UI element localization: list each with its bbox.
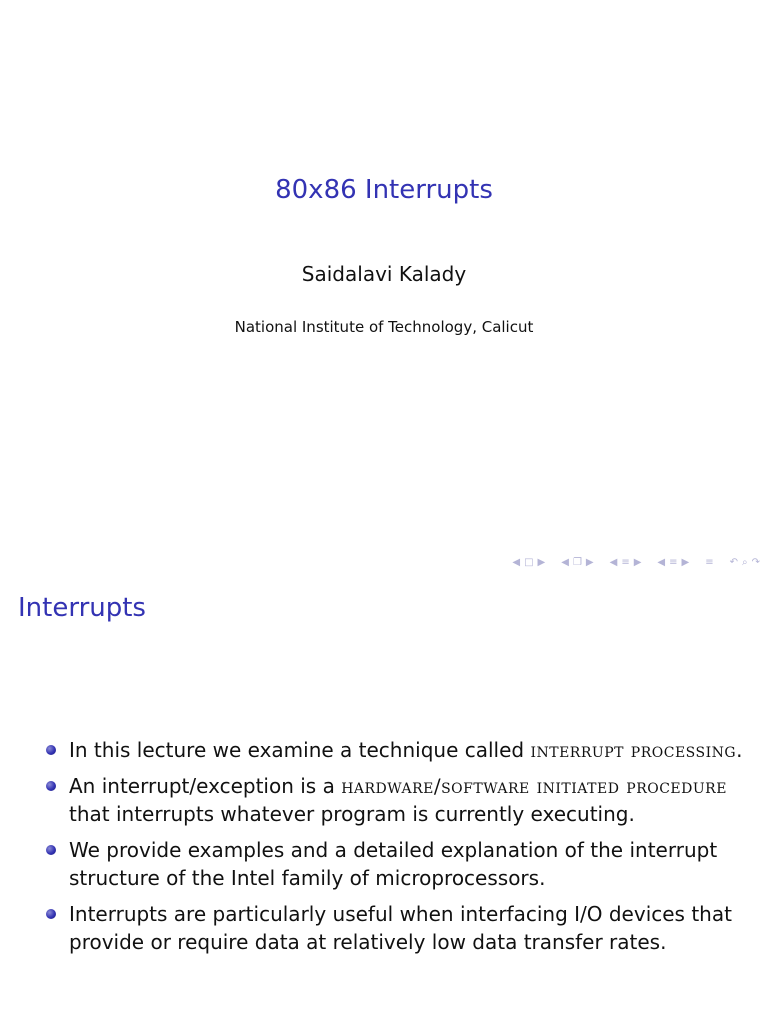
bullet-icon <box>46 745 56 755</box>
nav-redo-icon[interactable]: ↷ <box>751 557 760 568</box>
bullet-text-pre: An interrupt/exception is a <box>69 774 342 798</box>
nav-subsection-icon[interactable]: ❐ <box>572 557 582 568</box>
nav-prev-frame-icon[interactable]: ◀ <box>512 557 521 568</box>
nav-prev-part-icon[interactable]: ◀ <box>657 557 666 568</box>
bullet-text-smallcaps: interrupt processing <box>530 738 737 762</box>
bullet-icon <box>46 909 56 919</box>
nav-list-icon[interactable]: ≡ <box>705 557 714 568</box>
nav-next-part-icon[interactable]: ▶ <box>681 557 690 568</box>
nav-undo-icon[interactable]: ↶ <box>729 557 738 568</box>
nav-part-icon[interactable]: ≡ <box>669 557 678 568</box>
bullet-item <box>44 772 754 828</box>
bullet-item <box>44 836 754 892</box>
bullet-icon <box>46 845 56 855</box>
nav-next-subsection-icon[interactable]: ▶ <box>585 557 594 568</box>
bullet-item <box>44 736 754 764</box>
beamer-navigation-bar <box>512 554 760 572</box>
bullet-text-smallcaps: hardware/software initiated procedure <box>341 774 727 798</box>
bullet-text-pre: We provide examples and a detailed explanation of the interrupt structure of the Intel family of microprocessors. <box>69 838 718 890</box>
author-name: Saidalavi Kalady <box>301 262 467 286</box>
bullet-text-post: that interrupts whatever program is currently executing. <box>69 802 635 826</box>
nav-next-section-icon[interactable]: ▶ <box>633 557 642 568</box>
nav-section-icon[interactable]: ≡ <box>621 557 630 568</box>
bullet-list <box>44 736 754 964</box>
nav-frame-icon[interactable]: □ <box>524 557 534 568</box>
institute-name: National Institute of Technology, Calicut <box>234 318 534 336</box>
nav-prev-section-icon[interactable]: ◀ <box>609 557 618 568</box>
bullet-icon <box>46 781 56 791</box>
nav-next-frame-icon[interactable]: ▶ <box>537 557 546 568</box>
frame-title: Interrupts <box>18 593 146 623</box>
bullet-text-post: . <box>736 738 743 762</box>
interrupts-slide <box>0 576 768 1024</box>
presentation-title: 80x86 Interrupts <box>275 175 493 205</box>
bullet-item <box>44 900 754 956</box>
bullet-text-pre: Interrupts are particularly useful when interfacing I/O devices that provide or require data at relatively low data transfer rates. <box>69 902 732 954</box>
nav-prev-subsection-icon[interactable]: ◀ <box>561 557 569 568</box>
nav-search-icon[interactable]: ⌕ <box>742 557 748 568</box>
bullet-text-pre: In this lecture we examine a technique called <box>69 738 531 762</box>
